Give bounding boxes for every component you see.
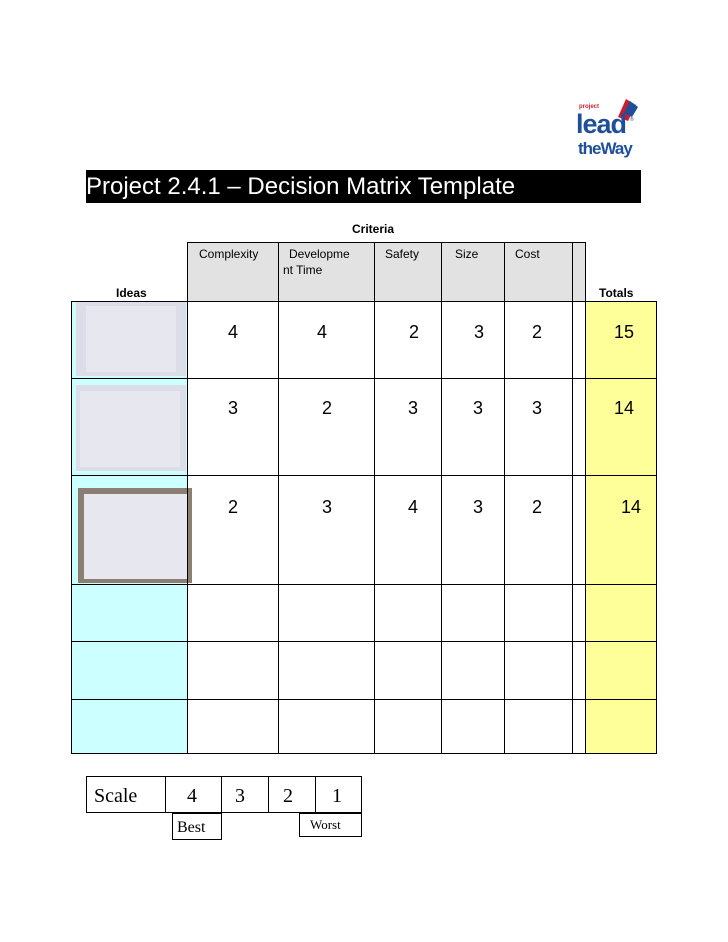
scale-divider (221, 776, 222, 813)
scale-divider (315, 776, 316, 813)
scale-value-3: 3 (235, 785, 245, 807)
grid-v-complexity-left (187, 242, 188, 754)
score-cell: 3 (473, 322, 484, 342)
scale-value-2: 2 (283, 785, 293, 807)
grid-h-row5 (71, 699, 657, 700)
grid-h-row4 (71, 641, 657, 642)
grid-v-dev-left (278, 242, 279, 754)
grid-h-top (187, 242, 586, 243)
score-cell: 3 (407, 398, 418, 418)
scale-label: Scale (94, 785, 138, 807)
worst-label: Worst (310, 817, 341, 832)
grid-v-safety-left (374, 242, 375, 754)
criterion-development-time-line2: nt Time (283, 263, 323, 277)
logo-trademark: ® (630, 117, 634, 123)
page-title: Project 2.4.1 – Decision Matrix Template (86, 170, 641, 203)
score-cell: 2 (531, 322, 542, 342)
score-cell: 3 (472, 497, 483, 517)
criterion-development-time-line1: Developme (289, 247, 350, 261)
idea-1-image (76, 302, 186, 376)
scale-divider (268, 776, 269, 813)
grid-h-row1 (71, 378, 657, 379)
scale-value-1: 1 (332, 785, 342, 807)
criteria-label: Criteria (352, 222, 395, 236)
criterion-size: Size (455, 247, 479, 261)
criterion-complexity: Complexity (199, 247, 259, 261)
idea-3-image (78, 488, 192, 583)
grid-h-header-bottom (71, 301, 657, 302)
totals-label: Totals (599, 286, 634, 300)
grid-v-ideas-left (71, 301, 72, 754)
logo-lead-text: lead (576, 109, 627, 139)
score-cell: 3 (472, 398, 483, 418)
grid-v-cost-left (504, 242, 505, 754)
score-cell: 4 (407, 497, 418, 517)
grid-v-totals-right (656, 301, 657, 754)
grid-h-bottom (71, 753, 657, 754)
score-cell: 4 (316, 322, 327, 342)
grid-h-row3 (71, 584, 657, 585)
scale-value-4: 4 (187, 785, 197, 807)
score-cell: 3 (227, 398, 238, 418)
logo-small-text: project (579, 104, 600, 110)
grid-v-size-left (441, 242, 442, 754)
total-cell: 14 (620, 497, 642, 517)
logo-way-text: theWay (578, 139, 632, 158)
ideas-label: Ideas (116, 286, 147, 300)
score-cell: 3 (321, 497, 332, 517)
total-cell: 14 (613, 398, 635, 418)
criterion-cost: Cost (515, 247, 540, 261)
criterion-safety: Safety (385, 247, 420, 261)
score-cell: 2 (408, 322, 419, 342)
best-label: Best (177, 819, 206, 836)
score-cell: 2 (227, 497, 238, 517)
total-cell: 15 (613, 322, 635, 342)
pltw-logo (570, 95, 642, 165)
score-cell: 4 (227, 322, 238, 342)
score-cell: 2 (531, 497, 542, 517)
score-cell: 3 (531, 398, 542, 418)
grid-v-extra-left (572, 242, 573, 754)
score-cell: 2 (321, 398, 332, 418)
grid-h-row2 (71, 475, 657, 476)
grid-v-totals-left (585, 242, 586, 754)
idea-2-image (76, 385, 186, 471)
scale-divider (165, 776, 166, 813)
totals-column (586, 301, 656, 753)
